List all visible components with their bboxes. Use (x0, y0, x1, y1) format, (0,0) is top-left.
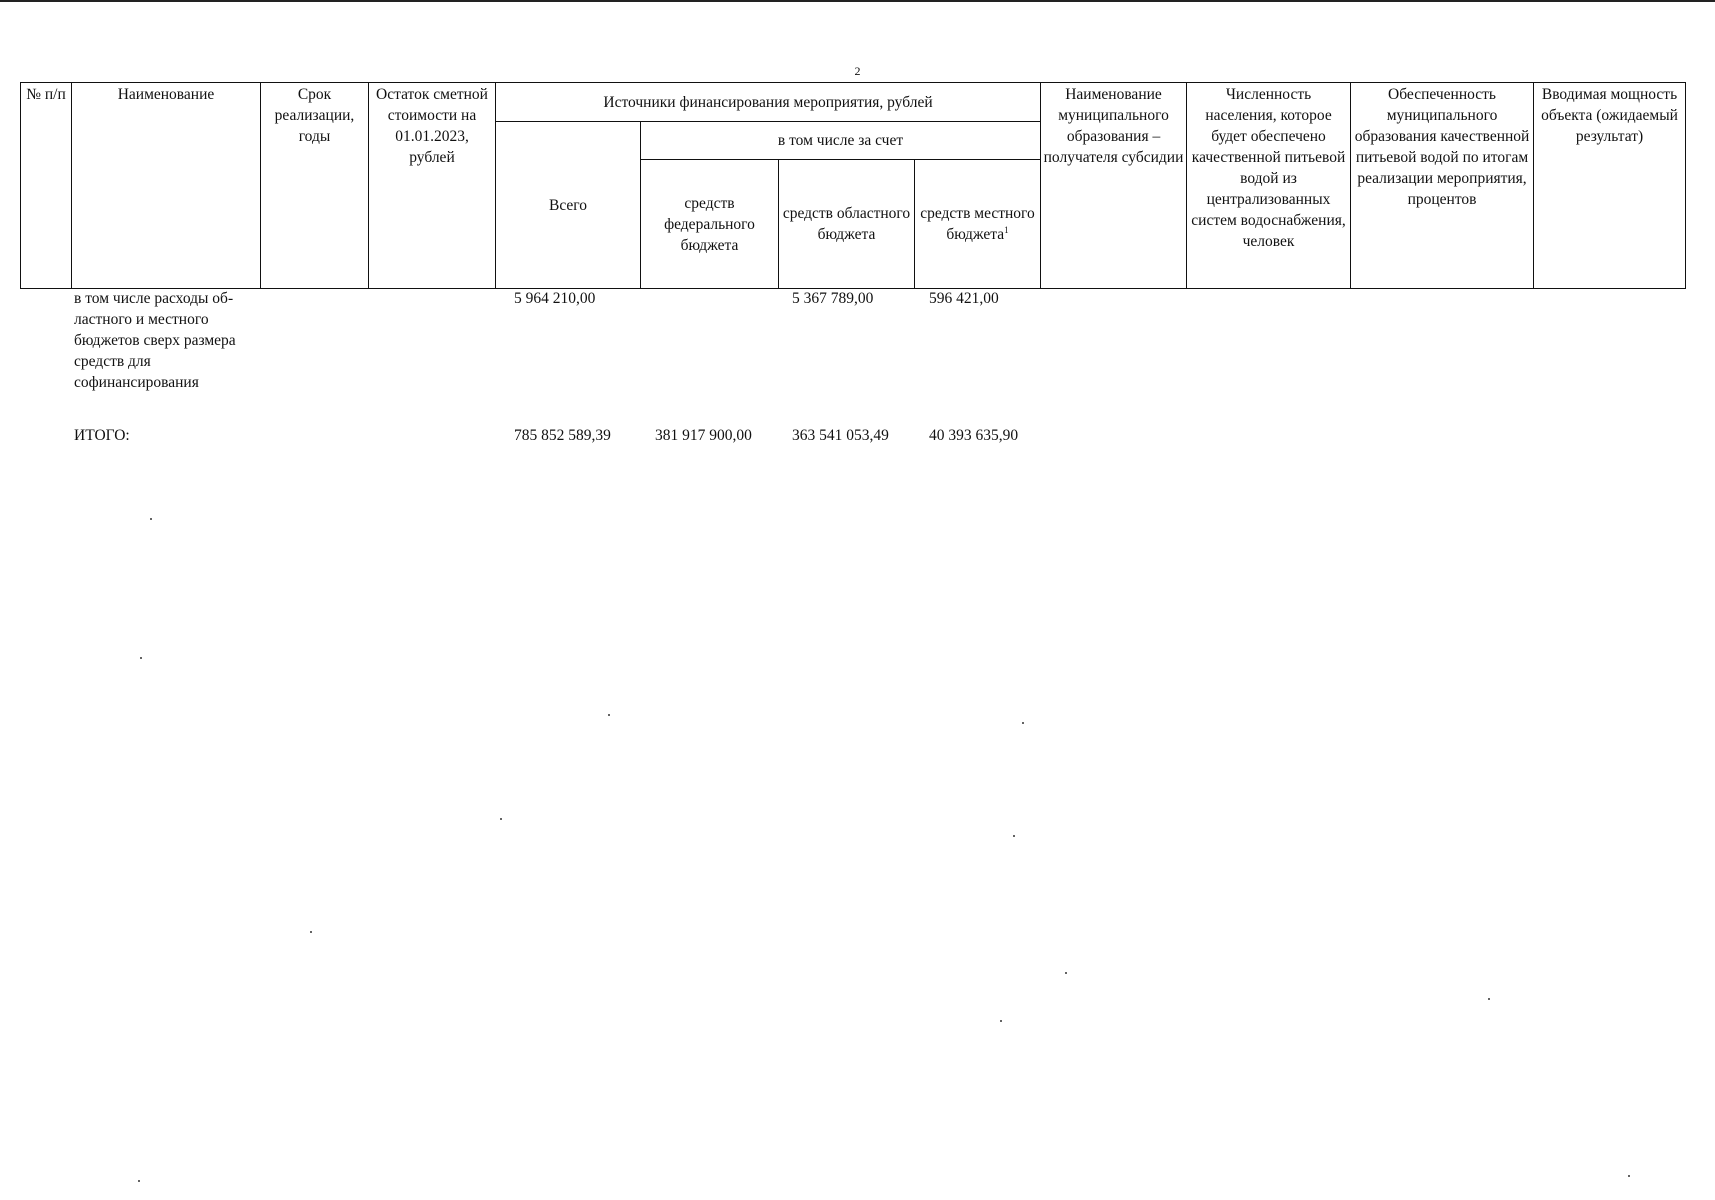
header-local-label: средств местного бюджета (920, 205, 1035, 243)
header-sources: Источники финансирования мероприятия, рублей (496, 83, 1041, 122)
scan-speck (150, 518, 152, 520)
scan-speck (1000, 1020, 1002, 1022)
header-capacity: Вводимая мощность объекта (ожидаемый результат) (1534, 83, 1686, 289)
row-local: 596 421,00 (929, 290, 999, 307)
header-name: Наименование (72, 83, 261, 289)
scan-speck (140, 657, 142, 659)
scan-speck (1022, 722, 1024, 724)
header-provision: Обеспеченность муниципального образования качественной питьевой водой по итогам реализации мероприятия, процентов (1351, 83, 1534, 289)
header-term: Срок реализации, годы (261, 83, 369, 289)
header-including: в том числе за счет (641, 122, 1041, 160)
header-local (915, 160, 1041, 289)
row-name: в том числе расходы об-ластного и местного бюджетов сверх размера средств для софинансирования (74, 290, 236, 391)
scan-speck (1065, 972, 1067, 974)
totals-total: 785 852 589,39 (514, 427, 611, 444)
totals-local: 40 393 635,90 (929, 427, 1019, 444)
financing-table-header (20, 82, 1686, 289)
scan-speck (608, 714, 610, 716)
totals-regional: 363 541 053,49 (792, 427, 889, 444)
header-total: Всего (496, 122, 641, 289)
scan-speck (138, 1180, 140, 1182)
scan-speck (1013, 835, 1015, 837)
scan-speck (1488, 998, 1490, 1000)
header-federal: средств федерального бюджета (641, 160, 779, 289)
totals-label: ИТОГО: (74, 427, 130, 444)
top-border-line (0, 0, 1715, 2)
header-num: № п/п (21, 83, 72, 289)
scan-speck (1628, 1175, 1630, 1177)
header-remainder: Остаток сметной стоимости на 01.01.2023, рублей (369, 83, 496, 289)
header-population: Численность населения, которое будет обеспечено качественной питьевой водой из централизованных систем водоснабжения, человек (1187, 83, 1351, 289)
header-regional: средств областного бюджета (779, 160, 915, 289)
totals-federal: 381 917 900,00 (655, 427, 752, 444)
row-total: 5 964 210,00 (514, 290, 596, 307)
row-regional: 5 367 789,00 (792, 290, 874, 307)
header-municipality: Наименование муниципального образования – получателя субсидии (1041, 83, 1187, 289)
page-number: 2 (854, 64, 861, 78)
scan-speck (500, 818, 502, 820)
scan-speck (310, 931, 312, 933)
footnote-marker: 1 (1004, 224, 1009, 235)
